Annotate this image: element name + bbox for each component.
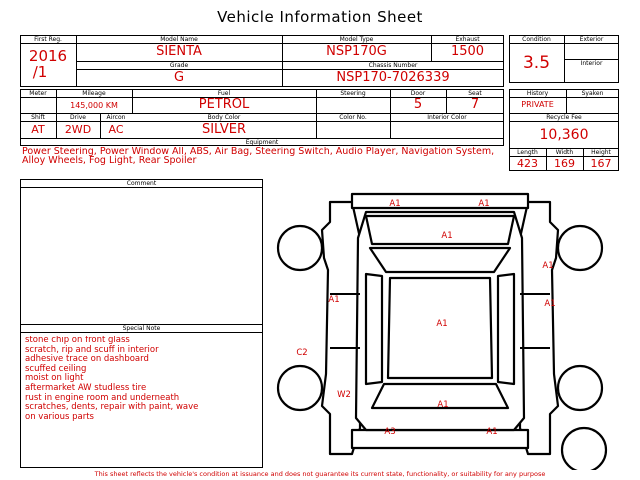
spare-wheel: [562, 428, 606, 470]
seat-label: Seat: [468, 90, 482, 97]
height-label: Height: [591, 149, 611, 156]
left-windows: [366, 274, 382, 384]
mileage-label: Mileage: [82, 90, 106, 97]
body-color-label: Body Color: [207, 114, 241, 121]
length-label: Length: [517, 149, 538, 156]
door-label: Door: [410, 90, 426, 97]
special-note-text: stone chip on front glass scratch, rip and scuff in interior adhesive trace on dashboard scuffed ceiling moist on light aftermarket AW studless tire rust in engine room and underneath scratches, dents, repair with paint, wave on various parts: [25, 336, 199, 422]
interior-color-label: Interior Color: [427, 114, 467, 121]
drive-label: Drive: [70, 114, 86, 121]
damage-mark-left-front-door: A1: [328, 295, 340, 305]
width-label: Width: [555, 149, 574, 156]
damage-mark-right-front-fender: A1: [542, 261, 554, 271]
damage-mark-hood: A1: [441, 231, 453, 241]
model-type-label: Model Type: [339, 36, 374, 43]
right-side-body: [520, 202, 558, 454]
fuel-value: PETROL: [198, 97, 250, 112]
rear-left-wheel: [278, 366, 322, 410]
front-bumper: [352, 194, 528, 208]
first-reg-month: /1: [32, 63, 48, 81]
first-reg-label: First Reg.: [34, 36, 62, 43]
syaken-label: Syaken: [581, 90, 604, 97]
steering-label: Steering: [340, 90, 366, 97]
front-right-wheel: [558, 226, 602, 270]
exhaust-label: Exhaust: [455, 36, 480, 43]
model-name-value: SIENTA: [156, 44, 202, 59]
comment-label: Comment: [126, 180, 157, 187]
damage-mark-left-rear-quarter: C2: [296, 348, 308, 358]
sheet-title: Vehicle Information Sheet: [217, 8, 423, 26]
seat-value: 7: [470, 97, 480, 112]
exhaust-value: 1500: [450, 44, 485, 59]
disclaimer-footer: This sheet reflects the vehicle's condition at issuance and does not guarantee its current state, functionality, or suitability for any purpose: [94, 470, 546, 478]
history-value: PRIVATE: [521, 100, 554, 109]
damage-mark-front-left-bumper: A1: [389, 199, 401, 209]
rear-right-wheel: [558, 366, 602, 410]
equipment-label: Equipment: [245, 139, 279, 146]
shift-label: Shift: [31, 114, 45, 121]
history-label: History: [526, 90, 549, 97]
length-value: 423: [517, 157, 538, 170]
vehicle-damage-diagram: [266, 178, 640, 470]
model-name-label: Model Name: [160, 36, 198, 43]
meter-label: Meter: [29, 90, 47, 97]
condition-score: 3.5: [522, 53, 551, 73]
damage-mark-rear-right-bumper: A1: [486, 427, 498, 437]
recycle-fee-label: Recycle Fee: [546, 114, 582, 121]
door-value: 5: [413, 97, 423, 112]
equipment-list: Power Steering, Power Window All, ABS, Air Bag, Steering Switch, Audio Player, Navigation System, Alloy Wheels, Fog Light, Rear Spoiler: [22, 147, 495, 166]
grade-label: Grade: [169, 62, 189, 69]
exterior-label: Exterior: [579, 36, 604, 43]
damage-mark-rear-glass: W2: [337, 390, 351, 400]
damage-mark-tailgate: A1: [437, 400, 449, 410]
mileage-value: 145,000 KM: [70, 101, 118, 110]
first-reg-year: 2016: [28, 47, 68, 65]
shift-value: AT: [31, 123, 45, 136]
damage-mark-rear-left-bumper: A3: [384, 427, 396, 437]
damage-mark-roof: A1: [436, 319, 448, 329]
chassis-number-label: Chassis Number: [368, 62, 418, 69]
damage-mark-front-right-bumper: A1: [478, 199, 490, 209]
interior-label: Interior: [580, 60, 603, 67]
recycle-fee-value: 10,360: [539, 127, 589, 143]
rear-bumper: [352, 430, 528, 448]
body-color-value: SILVER: [201, 122, 247, 137]
special-note-label: Special Note: [122, 325, 161, 332]
aircon-label: Aircon: [106, 114, 126, 121]
height-value: 167: [590, 157, 612, 170]
width-value: 169: [554, 157, 575, 170]
chassis-number-value: NSP170-7026339: [336, 70, 450, 85]
aircon-value: AC: [108, 123, 124, 136]
left-side-body: [322, 202, 360, 454]
color-no-label: Color No.: [339, 114, 367, 121]
damage-mark-right-front-door: A1: [544, 299, 556, 309]
condition-label: Condition: [522, 36, 551, 43]
drive-value: 2WD: [64, 123, 92, 136]
front-left-wheel: [278, 226, 322, 270]
grade-value: G: [173, 70, 185, 85]
hood: [366, 216, 514, 244]
model-type-value: NSP170G: [326, 44, 387, 59]
right-windows: [498, 274, 514, 384]
fuel-label: Fuel: [217, 90, 231, 97]
windshield: [370, 248, 510, 272]
